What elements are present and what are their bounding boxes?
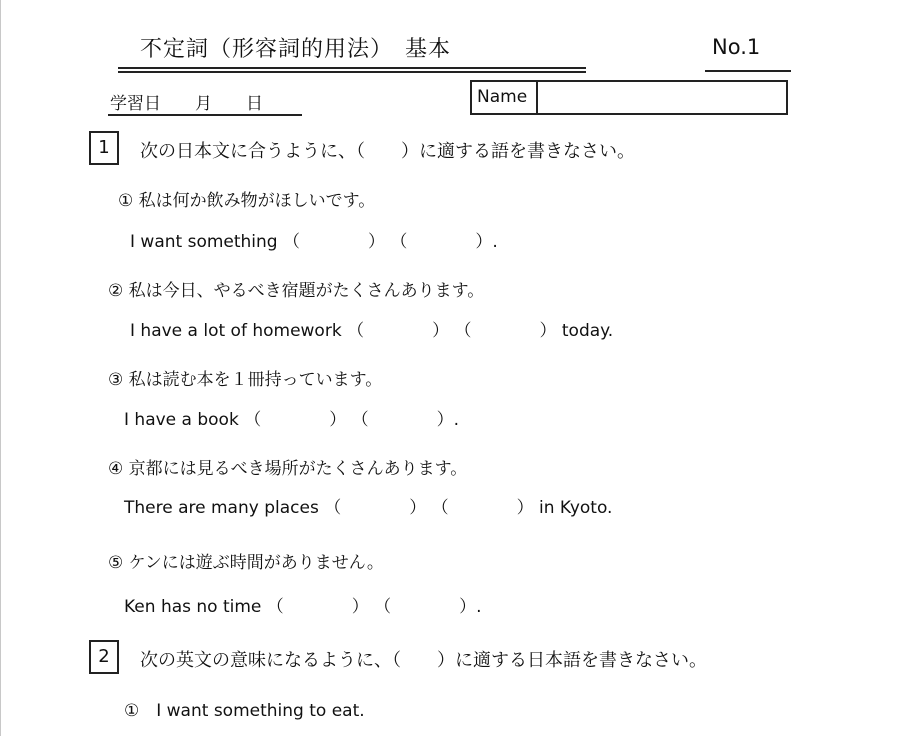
question2-en: I have a lot of homework （ ） （ ） today. xyxy=(130,321,614,341)
section2-number: 2 xyxy=(89,640,119,674)
study-date: 学習日 月 日 xyxy=(110,94,263,114)
worksheet-number: No.1 xyxy=(712,35,761,59)
question4-en: There are many places （ ） （ ） in Kyoto. xyxy=(124,498,613,518)
question5-en: Ken has no time （ ） （ ）. xyxy=(124,597,482,617)
page-title: 不定詞（形容詞的用法） 基本 xyxy=(140,37,452,62)
question3-jp: ③ 私は読む本を１冊持っています。 xyxy=(108,370,383,390)
number-underline xyxy=(705,70,791,72)
name-field[interactable] xyxy=(470,80,788,115)
question1-en: I want something （ ） （ ）. xyxy=(130,232,498,252)
study-date-underline xyxy=(108,114,302,116)
section1-instruction: 次の日本文に合うように、（ ）に適する語を書きなさい。 xyxy=(140,141,635,162)
question3-en: I have a book （ ） （ ）. xyxy=(124,410,460,430)
section2-question1-en: ① I want something to eat. xyxy=(124,701,365,721)
question5-jp: ⑤ ケンには遊ぶ時間がありません。 xyxy=(108,553,384,573)
section2-instruction: 次の英文の意味になるように、（ ）に適する日本語を書きなさい。 xyxy=(140,650,707,671)
title-underline xyxy=(118,67,586,69)
title-underline-2 xyxy=(118,71,586,73)
question4-jp: ④ 京都には見るべき場所がたくさんあります。 xyxy=(108,459,468,479)
question2-jp: ② 私は今日、やるべき宿題がたくさんあります。 xyxy=(108,281,485,301)
question1-jp: ① 私は何か飲み物がほしいです。 xyxy=(118,191,376,211)
name-label: Name xyxy=(472,82,538,113)
section1-number: 1 xyxy=(89,131,119,165)
